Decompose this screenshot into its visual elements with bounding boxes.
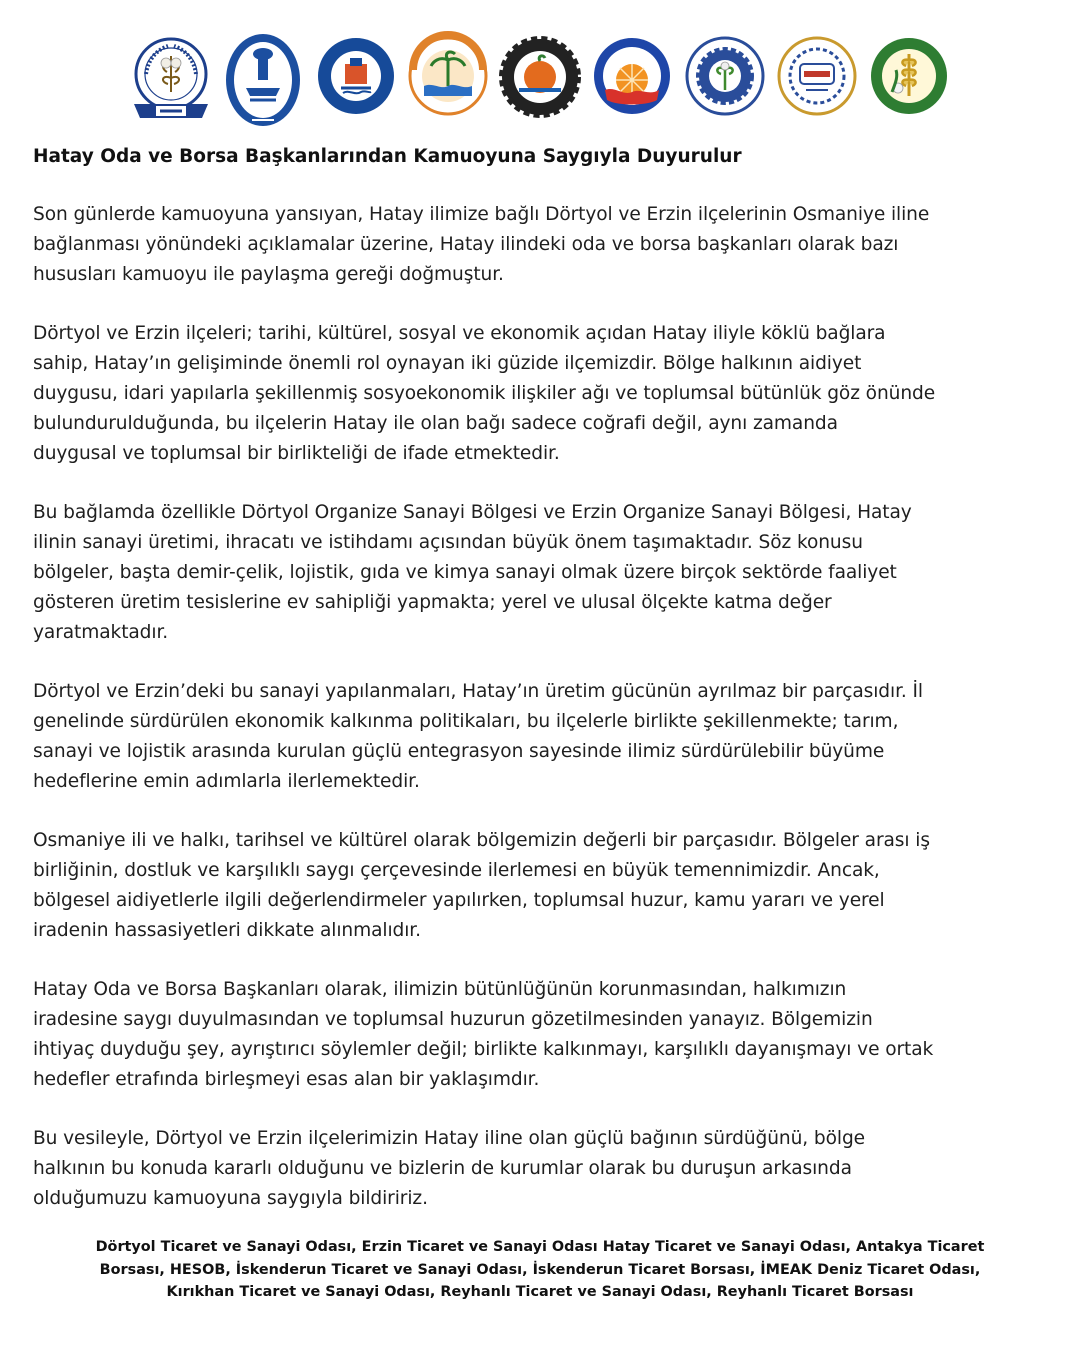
signatory-line: Kırıkhan Ticaret ve Sanayi Odası, Reyhanlı Ticaret ve Sanayi Odası, Reyhanlı Ticaret Borsası	[166, 1284, 914, 1300]
paragraph-line: genelinde sürdürülen ekonomik kalkınma politikaları, bu ilçelerle birlikte şekillenmekte; tarım,	[33, 711, 899, 732]
paragraph	[33, 677, 1055, 797]
signatories	[30, 1236, 1050, 1304]
paragraph-line: iradesine saygı duyulmasından ve toplumsal huzurun gözetilmesinden yanayız. Bölgemizin	[33, 1009, 873, 1030]
paragraph-line: bölgeler, başta demir-çelik, lojistik, gıda ve kimya sanayi olmak üzere birçok sektörde faaliyet	[33, 562, 897, 583]
signatory-line: Dörtyol Ticaret ve Sanayi Odası, Erzin Ticaret ve Sanayi Odası Hatay Ticaret ve Sanayi Odası, Antakya Ticaret	[95, 1239, 985, 1255]
dortyol-tso-logo	[591, 30, 673, 130]
paragraph	[33, 200, 1055, 290]
paragraph-line: bölgesel aidiyetlerle ilgili değerlendirmeler yapılırken, toplumsal huzur, kamu yararı ve yerel	[33, 890, 885, 911]
paragraph-line: Son günlerde kamuoyuna yansıyan, Hatay ilimize bağlı Dörtyol ve Erzin ilçelerinin Osmaniye iline	[33, 204, 930, 225]
paragraph-line: iradenin hassasiyetleri dikkate alınmalıdır.	[33, 920, 421, 941]
reyhanli-tso-logo	[776, 30, 858, 130]
paragraph-line: sanayi ve lojistik arasında kurulan güçlü entegrasyon sayesinde ilimiz sürdürülebilir büyüme	[33, 741, 885, 762]
paragraph-line: Dörtyol ve Erzin ilçeleri; tarihi, kültürel, sosyal ve ekonomik açıdan Hatay iliyle köklü bağlara	[33, 323, 886, 344]
logo-row	[130, 30, 950, 130]
paragraph-line: birliğinin, dostluk ve karşılıklı saygı çerçevesinde ilerlemesi en büyük temennimizdir. Ancak,	[33, 860, 880, 881]
antakya-ticaret-borsasi-logo	[130, 30, 212, 130]
paragraph-line: Bu bağlamda özellikle Dörtyol Organize Sanayi Bölgesi ve Erzin Organize Sanayi Bölgesi, Hatay	[33, 502, 912, 523]
hesob-logo	[222, 30, 304, 130]
iskenderun-tso-logo	[315, 30, 397, 130]
paragraph-line: ihtiyaç duyduğu şey, ayrıştırıcı söylemler değil; birlikte kalkınmayı, karşılıklı dayanışmayı ve ortak	[33, 1039, 934, 1060]
paragraph-line: olduğumuzu kamuoyuna saygıyla bildiririz.	[33, 1188, 428, 1209]
paragraph-line: hususları kamuoyu ile paylaşma gereği doğmuştur.	[33, 264, 504, 285]
paragraph-line: duygusu, idari yapılarla şekillenmiş sosyoekonomik ilişkiler ağı ve toplumsal bütünlük göz önünde	[33, 383, 936, 404]
erzin-tso-logo	[499, 30, 581, 130]
kirikhan-tso-logo	[684, 30, 766, 130]
paragraph-line: Hatay Oda ve Borsa Başkanları olarak, ilimizin bütünlüğünün korunmasından, halkımızın	[33, 979, 847, 1000]
paragraph	[33, 498, 1055, 648]
paragraph	[33, 826, 1055, 946]
reyhanli-ticaret-borsasi-logo	[868, 30, 950, 130]
paragraph-line: hedeflerine emin adımlarla ilerlemektedir.	[33, 771, 420, 792]
paragraph-line: Dörtyol ve Erzin’deki bu sanayi yapılanmaları, Hatay’ın üretim gücünün ayrılmaz bir parçasıdır. İl	[33, 681, 923, 702]
paragraph-line: yaratmaktadır.	[33, 622, 169, 643]
paragraph	[33, 975, 1055, 1095]
iskenderun-ticaret-borsasi-logo	[407, 30, 489, 130]
paragraph-line: duygusal ve toplumsal bir birlikteliği de ifade etmektedir.	[33, 443, 560, 464]
announcement-body	[33, 200, 1055, 1243]
paragraph-line: ilinin sanayi üretimi, ihracatı ve istihdamı açısından büyük önem taşımaktadır. Söz konusu	[33, 532, 863, 553]
paragraph-line: gösteren üretim tesislerine ev sahipliği yapmakta; yerel ve ulusal ölçekte katma değer	[33, 592, 832, 613]
paragraph-line: Osmaniye ili ve halkı, tarihsel ve kültürel olarak bölgemizin değerli bir parçasıdır. Bölgeler arası iş	[33, 830, 930, 851]
paragraph-line: hedefler etrafında birleşmeyi esas alan bir yaklaşımdır.	[33, 1069, 540, 1090]
paragraph	[33, 319, 1055, 469]
paragraph	[33, 1124, 1055, 1214]
paragraph-line: bağlanması yönündeki açıklamalar üzerine, Hatay ilindeki oda ve borsa başkanları olarak bazı	[33, 234, 899, 255]
paragraph-line: bulundurulduğunda, bu ilçelerin Hatay ile olan bağı sadece coğrafi değil, aynı zamanda	[33, 413, 838, 434]
page-title: Hatay Oda ve Borsa Başkanlarından Kamuoyuna Saygıyla Duyurulur	[33, 146, 742, 167]
paragraph-line: halkının bu konuda kararlı olduğunu ve bizlerin de kurumlar olarak bu duruşun arkasında	[33, 1158, 852, 1179]
paragraph-line: Bu vesileyle, Dörtyol ve Erzin ilçelerimizin Hatay iline olan güçlü bağının sürdüğünü, bölge	[33, 1128, 866, 1149]
paragraph-line: sahip, Hatay’ın gelişiminde önemli rol oynayan iki güzide ilçemizdir. Bölge halkının aidiyet	[33, 353, 862, 374]
signatory-line: Borsası, HESOB, İskenderun Ticaret ve Sanayi Odası, İskenderun Ticaret Borsası, İMEAK Deniz Ticaret Odası,	[99, 1261, 981, 1278]
